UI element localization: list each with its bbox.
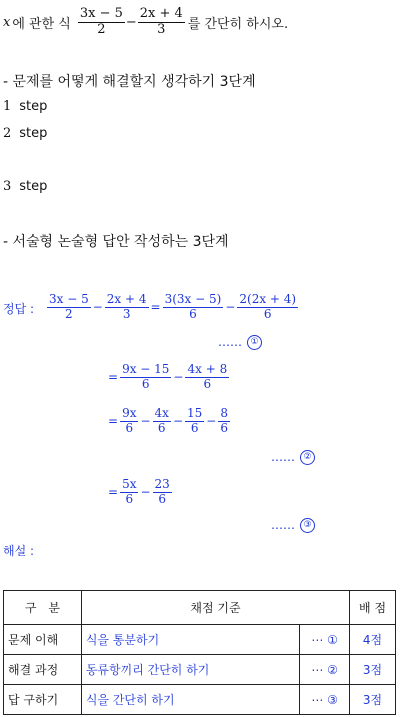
row-score: 3점 [350,685,396,715]
table-row [4,625,396,655]
fraction-2-numerator: 2x + 4 [139,5,183,21]
question-prefix: 에 관한 식 [12,16,71,32]
explanation-label: 해설 : [3,544,35,558]
l4-frac-a: $\frac{5x}{6}$ [122,476,137,506]
question-suffix: 를 간단히 하시오. [187,16,289,32]
l1-frac-b: $\frac{2x + 4}{3}$ [106,291,147,321]
step-2-label: step [19,126,48,141]
step-3-number: 3 [3,179,12,194]
answer-section-heading: - 서술형 논술형 답안 작성하는 3단계 [3,234,229,250]
variable-x: x [3,14,11,30]
grading-header-row [4,591,396,625]
step-1-label: step [19,99,48,114]
thinking-section-heading: - 문제를 어떻게 해결할지 생각하기 3단계 [3,74,256,90]
step-2 [3,126,47,141]
marker-2: …… ② [271,449,315,465]
marker-3: …… ③ [271,517,315,533]
row-score: 4점 [350,625,396,655]
row-marker: ⋯ ③ [300,685,350,715]
fraction-2-denominator: 3 [157,21,166,37]
fraction-2 [138,7,185,38]
header-category: 구 분 [4,591,82,625]
solution-line-4: = $\frac{5x}{6}$ − $\frac{23}{6}$ [108,476,170,506]
question [3,4,288,40]
table-row [4,685,396,715]
row-stage: 해결 과정 [4,655,82,685]
l3-frac-c: $\frac{15}{6}$ [187,405,203,435]
row-criterion: 식을 간단히 하기 [81,685,299,715]
solution-line-2: = $\frac{9x - 15}{6}$ − $\frac{4x + 8}{6}$ [108,361,228,391]
l2-frac-b: $\frac{4x + 8}{6}$ [187,361,228,391]
l1-frac-c: $\frac{3(3x - 5)}{6}$ [164,291,222,321]
table-row [4,655,396,685]
row-stage: 문제 이해 [4,625,82,655]
l1-frac-d: $\frac{2(2x + 4)}{6}$ [239,291,297,321]
marker-1: …… ① [218,334,262,350]
row-marker: ⋯ ② [300,655,350,685]
step-1 [3,99,47,114]
fraction-1 [78,7,125,38]
l1-frac-a: $\frac{3x - 5}{2}$ [49,291,89,321]
minus-sign: − [125,14,137,30]
header-score: 배 점 [350,591,396,625]
step-2-number: 2 [3,126,12,141]
l3-frac-b: $\frac{4x}{6}$ [154,405,169,435]
row-criterion: 동류항끼리 간단히 하기 [81,655,299,685]
header-criteria: 채점 기준 [81,591,349,625]
fraction-1-numerator: 3x − 5 [79,5,123,21]
l3-frac-a: $\frac{9x}{6}$ [122,405,137,435]
l3-frac-d: $\frac{8}{6}$ [220,405,228,435]
row-stage: 답 구하기 [4,685,82,715]
step-3-label: step [19,179,48,194]
row-criterion: 식을 통분하기 [81,625,299,655]
step-3 [3,179,47,194]
answer-label: 정답 : [3,302,35,316]
step-1-number: 1 [3,99,12,114]
solution-line-3: = $\frac{9x}{6}$ − $\frac{4x}{6}$ − $\frac{15}{6}$ − $\frac{8}{6}$ [108,405,228,435]
l2-frac-a: $\frac{9x - 15}{6}$ [122,361,170,391]
fraction-1-denominator: 2 [97,21,106,37]
grading-table [3,590,396,715]
solution-line-1: $\frac{3x - 5}{2}$ − $\frac{2x + 4}{3}$ = $\frac{3(3x - 5)}{6}$ − $\frac{2(2x + 4)}{6}$ [49,291,297,321]
row-marker: ⋯ ① [300,625,350,655]
l4-frac-b: $\frac{23}{6}$ [154,476,170,506]
row-score: 3점 [350,655,396,685]
